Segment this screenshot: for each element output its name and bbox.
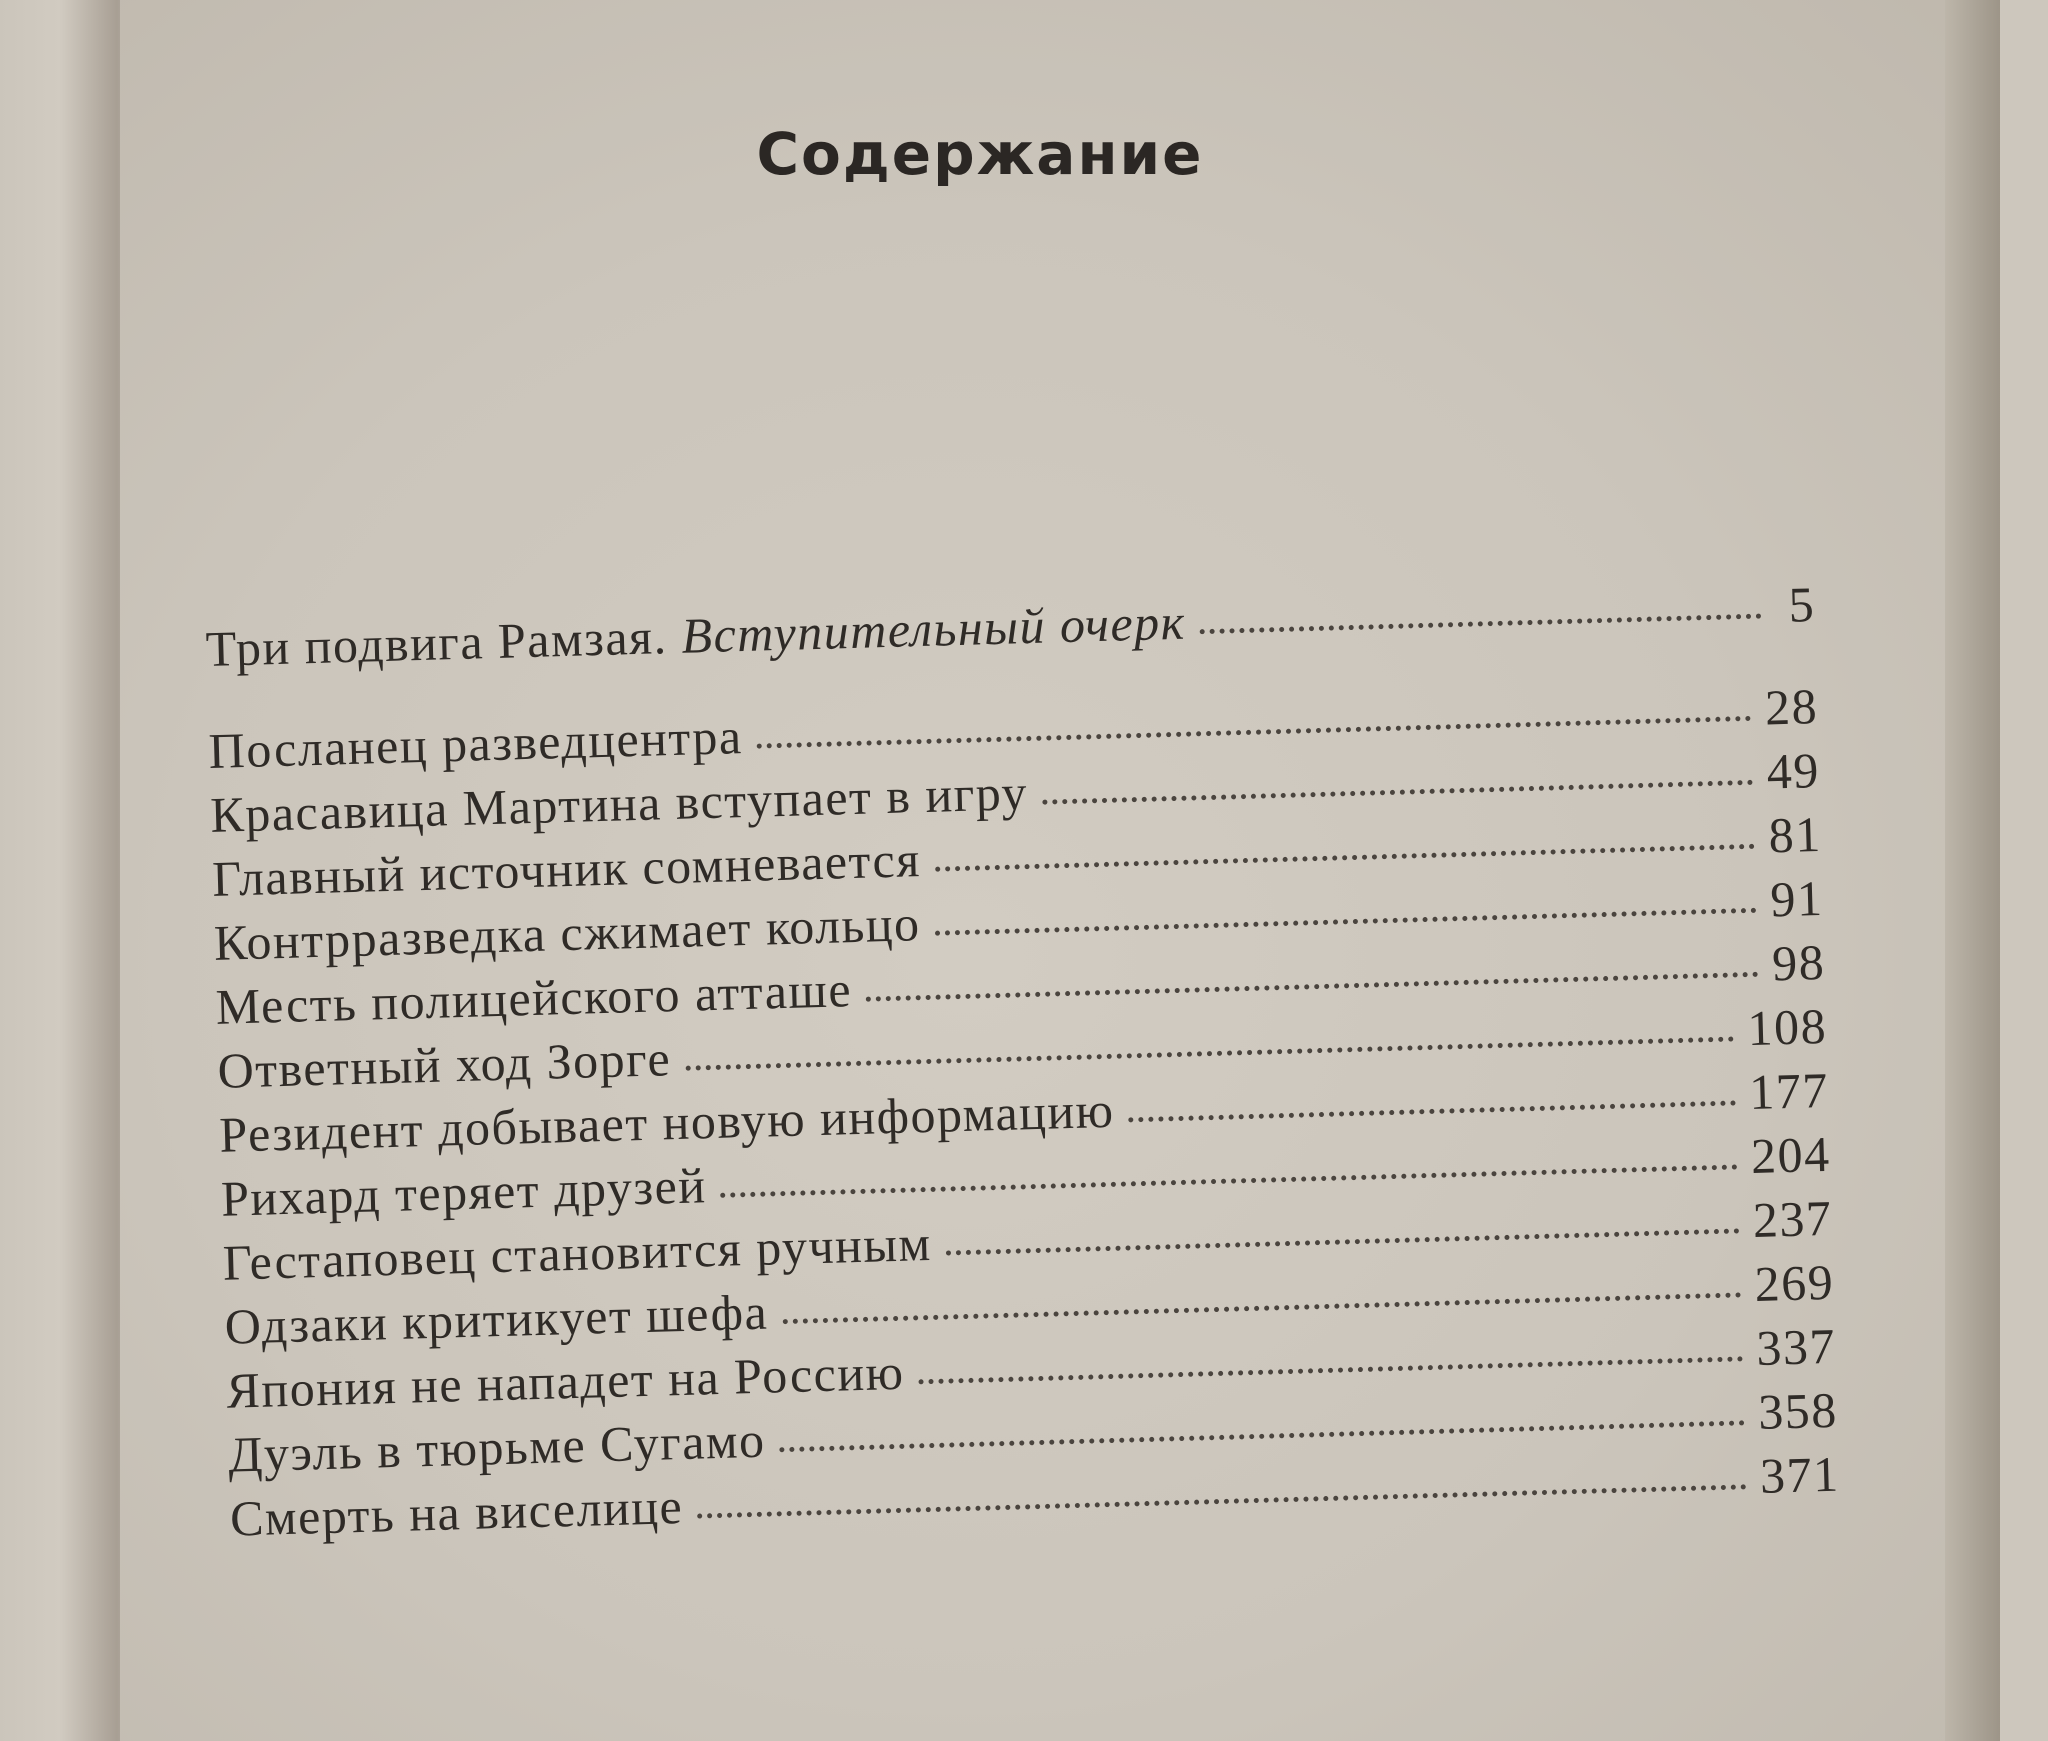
dot-leader <box>779 1410 1744 1452</box>
dot-leader <box>866 962 1759 1002</box>
toc-page-number: 98 <box>1771 933 1826 992</box>
dot-leader <box>935 834 1755 872</box>
toc-page-number: 204 <box>1750 1125 1832 1185</box>
dot-leader <box>697 1474 1746 1518</box>
dot-leader <box>685 1026 1734 1070</box>
dot-leader <box>945 1218 1739 1255</box>
toc-entry-title: Рихард теряет друзей <box>220 1157 708 1227</box>
toc-page-number: 269 <box>1753 1253 1835 1312</box>
toc-entries <box>208 677 1841 1554</box>
toc-page-number: 81 <box>1767 805 1823 864</box>
toc-page-number: 337 <box>1755 1317 1837 1376</box>
toc-entry-title: Одзаки критикует шефа <box>223 1283 769 1355</box>
toc-page-number: 237 <box>1752 1189 1834 1249</box>
toc-page-number: 28 <box>1764 678 1819 736</box>
toc-page-number: 371 <box>1759 1445 1841 1504</box>
toc-entry-title: Ответный ход Зорге <box>216 1030 672 1099</box>
toc-entry-title: Главный источник сомневается <box>211 831 922 907</box>
table-of-contents <box>205 575 1840 1554</box>
dot-leader <box>934 898 1756 936</box>
toc-page-number: 49 <box>1766 741 1821 800</box>
toc-entry-title: Гестаповец становится ручным <box>222 1214 933 1291</box>
toc-entry-title: Смерть на виселице <box>229 1478 684 1547</box>
toc-page-number: 358 <box>1757 1381 1839 1440</box>
toc-page-number: 108 <box>1746 997 1828 1057</box>
toc-entry-title: Япония не нападет на Россию <box>225 1343 906 1419</box>
page-edge <box>1945 0 2000 1741</box>
dot-leader <box>782 1282 1741 1324</box>
dot-leader <box>918 1346 1743 1384</box>
toc-entry-title: Контрразведка сжимает кольцо <box>213 895 922 971</box>
dot-leader <box>1199 604 1761 635</box>
dot-leader <box>1128 1090 1735 1122</box>
toc-entry-title: Месть полицейского атташе <box>215 961 853 1035</box>
toc-intro-title: Три подвига Рамзая. <box>205 608 669 677</box>
dot-leader <box>756 706 1751 749</box>
toc-entry-title: Дуэль в тюрьме Сугамо <box>227 1411 767 1483</box>
page-title: Содержание <box>756 120 1204 188</box>
toc-entry-title: Красавица Мартина вступает в игру <box>209 764 1029 843</box>
toc-entry-title: Посланец разведцентра <box>207 708 744 779</box>
dot-leader <box>1042 770 1753 805</box>
toc-page-number: 91 <box>1769 869 1825 928</box>
toc-page-number: 5 <box>1787 576 1816 633</box>
toc-intro-subtitle: Вступительный очерк <box>680 593 1187 664</box>
toc-page-number: 177 <box>1748 1061 1830 1121</box>
dot-leader <box>720 1154 1737 1197</box>
toc-entry-title: Резидент добывает новую информацию <box>218 1081 1116 1163</box>
